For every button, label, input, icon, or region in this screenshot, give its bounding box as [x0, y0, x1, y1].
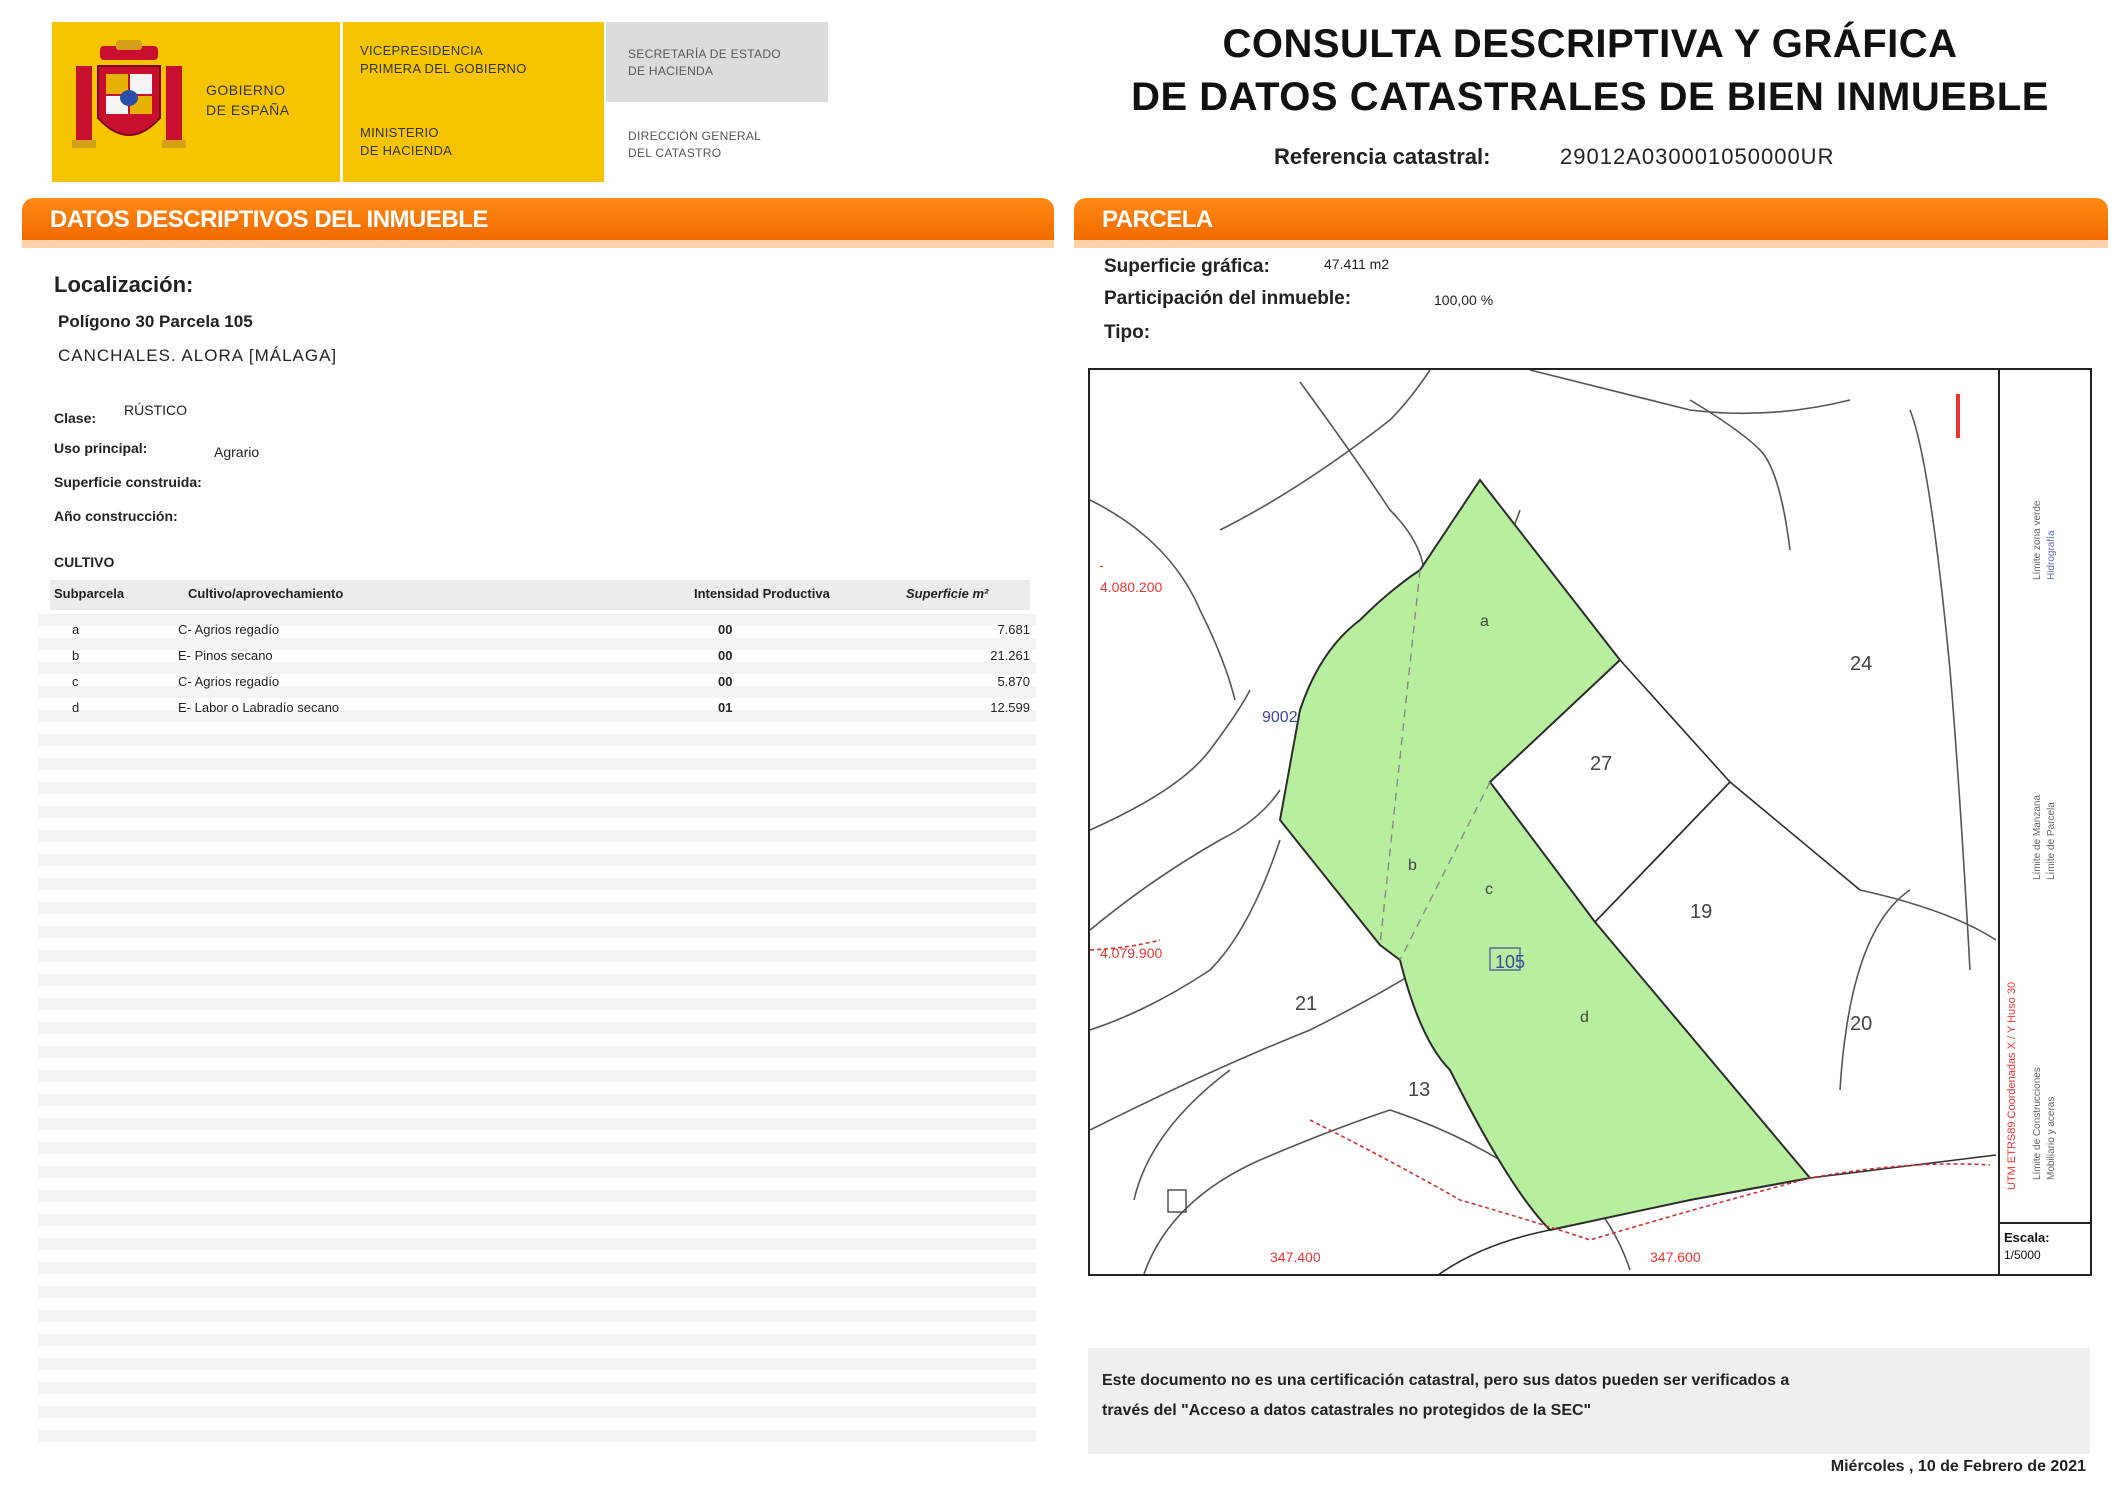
table-row — [50, 670, 1030, 696]
tipo-label: Tipo: — [1104, 322, 1151, 343]
legend-item-3: Límite de Construcciones — [2032, 1067, 2043, 1180]
cell-subparcela: d — [72, 700, 80, 715]
direccion-line1: DIRECCIÓN GENERAL — [628, 129, 762, 143]
cell-cultivo: E- Pinos secano — [178, 648, 273, 663]
cell-superficie: 7.681 — [997, 622, 1030, 637]
cell-subparcela: c — [72, 674, 79, 689]
document-date: Miércoles , 10 de Febrero de 2021 — [1830, 1458, 2086, 1475]
cell-cultivo: C- Agrios regadío — [178, 622, 280, 637]
clase-value: RÚSTICO — [124, 402, 187, 418]
subparcel-label-a: a — [1480, 613, 1489, 630]
coat-of-arms-icon — [70, 40, 188, 162]
superficie-grafica-label: Superficie gráfica: — [1104, 256, 1270, 277]
uso-label: Uso principal: — [54, 440, 148, 456]
title-line1: CONSULTA DESCRIPTIVA Y GRÁFICA — [1222, 22, 1958, 66]
legend-item-5: Límite zona verde — [2032, 500, 2043, 580]
cell-cultivo: E- Labor o Labradío secano — [178, 700, 340, 715]
legend-item-2: Límite de Parcela — [2046, 802, 2057, 880]
cell-intensidad: 00 — [718, 674, 733, 689]
subparcel-label-b: b — [1408, 857, 1417, 874]
map-label-13: 13 — [1408, 1079, 1431, 1101]
table-row — [50, 644, 1030, 670]
coord-bottom-2: 347.600 — [1650, 1249, 1701, 1265]
vicepresidencia-line1: VICEPRESIDENCIA — [360, 43, 483, 58]
coord-bottom-1: 347.400 — [1270, 1249, 1321, 1265]
map-label-27: 27 — [1590, 753, 1613, 775]
col-intensidad: Intensidad Productiva — [694, 586, 830, 601]
ministerio-line2: DE HACIENDA — [360, 143, 453, 158]
subparcel-label-c: c — [1485, 881, 1493, 898]
cultivo-table-body — [50, 618, 1030, 722]
left-banner-shadow — [22, 240, 1054, 248]
col-subparcela: Subparcela — [54, 586, 125, 601]
cell-intensidad: 00 — [718, 648, 733, 663]
gobierno-line1: GOBIERNO — [206, 82, 286, 98]
superficie-construida-label: Superficie construida: — [54, 474, 202, 490]
legend-item-6: Hidrografía — [2046, 530, 2057, 580]
col-cultivo: Cultivo/aprovechamiento — [188, 586, 344, 601]
superficie-grafica-value: 47.411 m2 — [1324, 256, 1390, 272]
map-label-19: 19 — [1690, 901, 1713, 923]
left-section-banner: DATOS DESCRIPTIVOS DEL INMUEBLE — [22, 198, 1054, 240]
disclaimer-line2: través del "Acceso a datos catastrales no protegidos de la SEC" — [1102, 1402, 1592, 1419]
title-line2: DE DATOS CATASTRALES DE BIEN INMUEBLE — [1131, 75, 2049, 119]
map-label-105: 105 — [1495, 952, 1526, 972]
scale-label: Escala: — [2004, 1230, 2050, 1245]
vicepresidencia-line2: PRIMERA DEL GOBIERNO — [360, 61, 527, 76]
ref-cat-label: Referencia catastral: — [1274, 144, 1491, 169]
cell-cultivo: C- Agrios regadío — [178, 674, 280, 689]
uso-value: Agrario — [214, 444, 260, 460]
ministerio-line1: MINISTERIO — [360, 125, 439, 140]
legend-coords: UTM ETRS89 Coordenadas X / Y Huso 30 — [2006, 981, 2018, 1190]
clase-label: Clase: — [54, 410, 97, 426]
parcel-105-shape — [1280, 480, 1810, 1230]
localizacion-line1: Polígono 30 Parcela 105 — [58, 312, 253, 331]
participacion-label: Participación del inmueble: — [1104, 288, 1352, 309]
gobierno-line2: DE ESPAÑA — [206, 102, 290, 118]
cell-subparcela: b — [72, 648, 80, 663]
disclaimer-text — [1102, 1366, 2082, 1426]
disclaimer-line1: Este documento no es una certificación catastral, pero sus datos pueden ser verificados a — [1102, 1372, 1790, 1389]
map-label-21: 21 — [1295, 993, 1318, 1015]
coord-left-top: 4.080.200 — [1100, 579, 1163, 595]
secretaria-line1: SECRETARÍA DE ESTADO — [628, 47, 781, 61]
localizacion-label: Localización: — [54, 272, 194, 297]
table-row — [50, 696, 1030, 722]
table-body-background — [38, 614, 1036, 1442]
localizacion-line2: CANCHALES. ALORA [MÁLAGA] — [58, 346, 338, 365]
ref-cat-value: 29012A030001050000UR — [1560, 144, 1835, 169]
col-superficie: Superficie m² — [906, 586, 989, 601]
cultivo-title: CULTIVO — [54, 554, 115, 570]
right-banner-shadow — [1074, 240, 2108, 248]
scale-value: 1/5000 — [2004, 1248, 2041, 1262]
map-legend-divider — [1998, 370, 2000, 1274]
right-section-banner: PARCELA — [1074, 198, 2108, 240]
map-label-9002: 9002 — [1262, 709, 1298, 726]
participacion-value: 100,00 % — [1434, 292, 1494, 308]
anio-construccion-label: Año construcción: — [54, 508, 178, 524]
subparcel-label-d: d — [1580, 1009, 1589, 1026]
cell-superficie: 21.261 — [990, 648, 1030, 663]
coord-left-bottom: 4.079.900 — [1100, 945, 1163, 961]
cell-subparcela: a — [72, 622, 80, 637]
map-label-20: 20 — [1850, 1013, 1873, 1035]
legend-item-4: Mobiliario y aceras — [2046, 1096, 2057, 1180]
cell-intensidad: 01 — [718, 700, 733, 715]
cell-superficie: 12.599 — [990, 700, 1030, 715]
logo-divider — [340, 22, 343, 182]
page-title — [1120, 22, 2060, 120]
direccion-line2: DEL CATASTRO — [628, 146, 722, 160]
map-label-24: 24 — [1850, 653, 1873, 675]
table-row — [50, 618, 1030, 644]
secretaria-line2: DE HACIENDA — [628, 64, 714, 78]
cell-superficie: 5.870 — [997, 674, 1030, 689]
scale-divider — [2000, 1222, 2090, 1224]
legend-item-1: Límite de Manzana — [2032, 794, 2043, 880]
parcel-map-svg — [1090, 370, 1996, 1274]
map-legend — [2006, 380, 2086, 1220]
cell-intensidad: 00 — [718, 622, 733, 637]
